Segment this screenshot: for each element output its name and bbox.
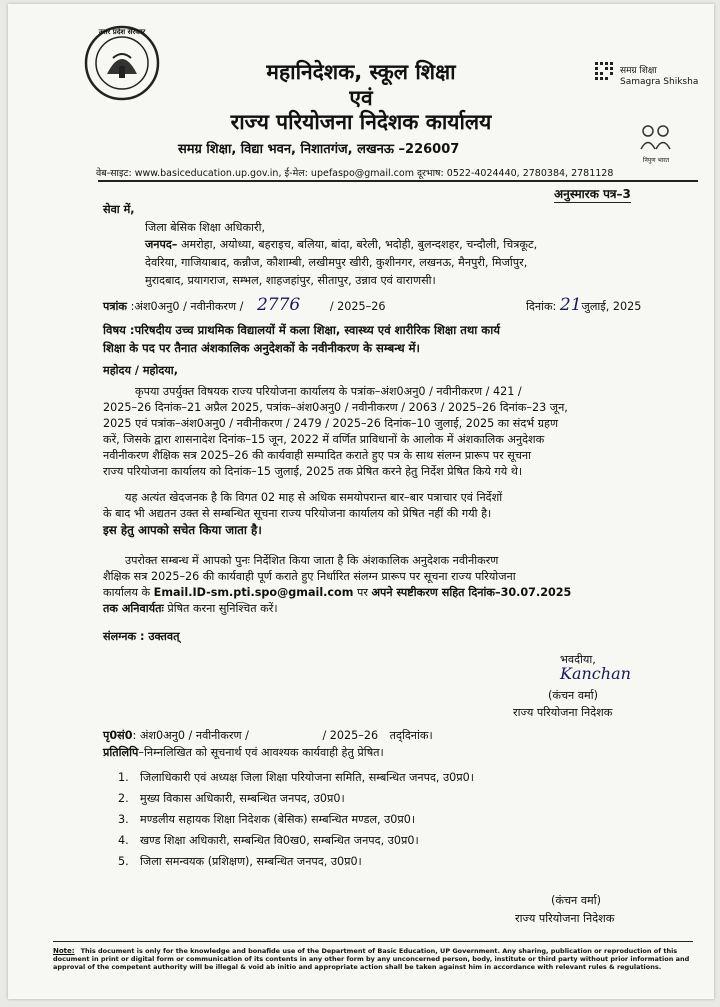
subject-label: विषय :	[103, 323, 135, 337]
districts-line3: मुरादबाद, प्रयागराज, सम्भल, शाहजहांपुर, सीतापुर, उन्नाव एवं वाराणसी।	[145, 274, 436, 287]
office-title-line2: एवं	[349, 86, 373, 110]
up-seal-text: उत्तर प्रदेश सरकार	[98, 28, 146, 36]
ref-label: पत्रांक	[103, 300, 128, 313]
contact-email: Email.ID-sm.pti.spo@gmail.com	[153, 586, 354, 599]
para1-line: कृपया उपर्युक्त विषयक राज्य परियोजना कार्यालय के पत्रांक–अंश0अनु0 / नवीनीकरण / 421 /	[135, 385, 522, 398]
paragraph-2	[103, 490, 683, 538]
note-label: Note:	[53, 947, 75, 955]
copy-to-line	[103, 745, 384, 761]
paragraph-1	[103, 384, 683, 480]
copy-signatory-name: (कंचन वर्मा)	[551, 894, 601, 907]
copy-item-number: 5.	[118, 855, 129, 868]
para1-line: 2025–26 दिनांक–21 अप्रैल 2025, पत्रांक–अंश0अनु0 / नवीनीकरण / 2063 / 2025–26 दिनांक–23 जून,	[103, 401, 568, 414]
para3-text-rest: प्रेषित करना सुनिश्चित करें।	[167, 602, 278, 615]
letter-page	[8, 4, 714, 999]
copy-list-item	[118, 833, 678, 854]
para3-mandatory: तक अनिवार्यतः	[103, 602, 164, 615]
copy-ref-label: पृ0सं0	[103, 729, 133, 742]
copy-list-item	[118, 812, 678, 833]
copy-ref-text: : अंश0अनु0 / नवीनीकरण /	[132, 729, 249, 742]
copy-to-label: प्रतिलिपि	[103, 746, 139, 759]
nipun-bharat-logo	[636, 122, 676, 164]
date-label: दिनांक:	[526, 300, 557, 313]
samagra-english: Samagra Shiksha	[620, 77, 699, 87]
memo-label: अनुस्मारक पत्र–3	[554, 187, 631, 201]
copy-item-text: मण्डलीय सहायक शिक्षा निदेशक (बेसिक) सम्बन्धित मण्डल, उ0प्र0।	[140, 813, 416, 826]
office-address: समग्र शिक्षा, विद्या भवन, निशातगंज, लखनऊ –226007	[178, 142, 460, 157]
ref-number-handwritten: 2776	[256, 295, 301, 315]
header-divider	[98, 180, 698, 182]
ref-prefix: :अंश0अनु0 / नवीनीकरण /	[130, 300, 244, 313]
nipun-text: निपुण भारत	[642, 157, 670, 164]
reference-line	[103, 297, 385, 315]
copy-item-number: 4.	[118, 834, 129, 847]
para1-line: करें, जिसके द्वारा शासनादेश दिनांक–15 जून, 2022 में वर्णित प्राविधानों के आलोक में अंशकालिक अनुदेशक	[103, 433, 545, 446]
signatory-name: (कंचन वर्मा)	[548, 689, 598, 702]
copy-reference-line	[103, 728, 433, 744]
copy-to-text: –निम्नलिखित को सूचनार्थ एवं आवश्यक कार्यवाही हेतु प्रेषित।	[138, 746, 384, 759]
copy-list	[118, 770, 678, 875]
copy-item-number: 1.	[118, 771, 129, 784]
copy-item-number: 3.	[118, 813, 129, 826]
subject-line2: शिक्षा के पद पर तैनात अंशकालिक अनुदेशकों के नवीनीकरण के सम्बन्ध में।	[103, 341, 420, 355]
copy-ref-date: तद्‌दिनांक।	[389, 729, 433, 742]
districts-line2: देवरिया, गाजियाबाद, कन्नौज, कौशाम्बी, लखीमपुर खीरी, कुशीनगर, लखनऊ, मैनपुरी, मिर्जापुर,	[145, 256, 528, 269]
date-rest: जुलाई, 2025	[581, 300, 642, 313]
copy-item-number: 2.	[118, 792, 129, 805]
copy-item-text: मुख्य विकास अधिकारी, सम्बन्धित जनपद, उ0प्र0।	[140, 792, 345, 805]
para1-line: 2025 एवं पत्रांक–अंश0अनु0 / नवीनीकरण / 2479 / 2025–26 दिनांक–10 जुलाई, 2025 का संदर्भ ग्रहण	[103, 417, 559, 430]
para3-line: उपरोक्त सम्बन्ध में आपको पुनः निर्देशित किया जाता है कि अंशकालिक अनुदेशक नवीनीकरण	[125, 554, 499, 567]
para1-line: राज्य परियोजना कार्यालय को दिनांक–15 जुलाई, 2025 तक प्रेषित करने हेतु निर्देश प्रेषित किये गये थे।	[103, 465, 523, 478]
recipient-officer: जिला बेसिक शिक्षा अधिकारी,	[145, 221, 266, 234]
para2-warning: इस हेतु आपको सचेत किया जाता है।	[103, 523, 262, 537]
enclosure-line: संलग्नक : उक्तवत्	[103, 630, 180, 643]
samagra-shiksha-logo	[593, 60, 619, 90]
subject-line1	[103, 322, 500, 338]
signatory-designation: राज्य परियोजना निदेशक	[513, 706, 613, 719]
paragraph-3	[103, 553, 683, 617]
copy-list-item	[118, 791, 678, 812]
samagra-shiksha-label	[620, 66, 698, 88]
para3-line3	[103, 585, 683, 601]
deadline-text: अपने स्पष्टीकरण सहित दिनांक–30.07.2025	[371, 586, 572, 599]
para2-line: के बाद भी अद्यतन उक्त से सम्बन्धित सूचना राज्य परियोजना कार्यालय को प्रेषित नहीं की गयी है।	[103, 507, 492, 520]
districts-text1: अमरोहा, अयोध्या, बहराइच, बलिया, बांदा, बरेली, भदोही, बुलन्दशहर, चन्दौली, चित्रकूट,	[180, 238, 538, 251]
districts-label: जनपद–	[145, 238, 178, 251]
copy-item-text: जिला समन्वयक (प्रशिक्षण), सम्बन्धित जनपद, उ0प्र0।	[140, 855, 362, 868]
reference-date	[526, 297, 641, 315]
para3-text-b: पर	[356, 586, 368, 599]
copy-list-item	[118, 770, 678, 791]
footer-divider	[53, 941, 693, 942]
salutation: महोदय / महोदया,	[103, 364, 178, 377]
copy-item-text: जिलाधिकारी एवं अध्यक्ष जिला शिक्षा परियोजना समिति, सम्बन्धित जनपद, उ0प्र0।	[140, 771, 474, 784]
samagra-hindi: समग्र शिक्षा	[620, 66, 657, 76]
para1-line: नवीनीकरण शैक्षिक सत्र 2025–26 की कार्यवाही सम्पादित कराते हुए पत्र के साथ संलग्न प्रारूप पर सूचना	[103, 449, 532, 462]
districts-line1	[145, 237, 537, 253]
para3-text-a: कार्यालय के	[103, 586, 151, 599]
closing: भवदीया,	[560, 653, 596, 666]
copy-list-item	[118, 854, 678, 875]
copy-signatory-designation: राज्य परियोजना निदेशक	[515, 912, 615, 925]
note-text: This document is only for the knowledge and bonafide use of the Department of Basic Education, UP Government. Any sharing, publication or reproduction of this document in print or digital form or communication of its contents in any other form by any unconcerned person, body, institute or third party without prior information and approval of the competent authority will be illegal & void ab initio and appropriate action shall be taken against him in accordance with relevant rules & regulations.	[53, 947, 690, 971]
signature: Kanchan	[560, 664, 631, 683]
para3-line: शैक्षिक सत्र 2025–26 की कार्यवाही पूर्ण कराते हुए निर्धारित संलग्न प्रारूप पर सूचना राज्य परियोजना	[103, 570, 516, 583]
ref-year: / 2025–26	[329, 300, 386, 313]
para3-line4	[103, 601, 683, 617]
copy-item-text: खण्ड शिक्षा अधिकारी, सम्बन्धित वि0ख0, सम्बन्धित जनपद, उ0प्र0।	[140, 834, 419, 847]
office-title-line1: महानिदेशक, स्कूल शिक्षा	[266, 60, 456, 84]
subject-text1: परिषदीय उच्च प्राथमिक विद्यालयों में कला शिक्षा, स्वास्थ्य एवं शारीरिक शिक्षा तथा कार्य	[134, 323, 500, 337]
seva-mein: सेवा में,	[103, 203, 135, 216]
copy-ref-year: / 2025–26	[322, 729, 379, 742]
para2-line: यह अत्यंत खेदजनक है कि विगत 02 माह से अधिक समयोपरान्त बार–बार पत्राचार एवं निर्देशों	[125, 491, 503, 504]
contact-line: वेब-साइट: www.basiceducation.up.gov.in, ई-मेल: upefaspo@gmail.com दूरभाष: 0522-4024440, 2780384, 2781128	[96, 168, 614, 179]
office-title-line3: राज्य परियोजना निदेशक कार्यालय	[230, 110, 492, 134]
footer-note	[53, 947, 693, 971]
date-day-handwritten: 21	[559, 295, 582, 315]
